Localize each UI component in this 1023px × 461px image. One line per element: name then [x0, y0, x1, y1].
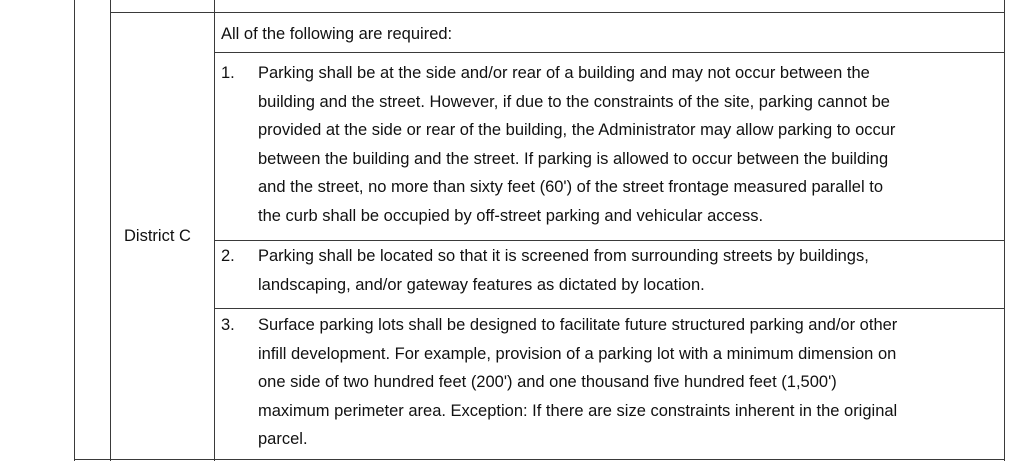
list-item-line: provided at the side or rear of the building, the Administrator may allow parking to occur [258, 121, 896, 140]
list-item-line: maximum perimeter area. Exception: If there are size constraints inherent in the original [258, 401, 898, 420]
list-item-text [258, 242, 869, 299]
list-item [221, 59, 1002, 234]
list-item [221, 311, 1002, 457]
list-item-line: Surface parking lots shall be designed to facilitate future structured parking and/or other [258, 316, 898, 334]
list-item-line: one side of two hundred feet (200') and one thousand five hundred feet (1,500') [258, 373, 837, 392]
district-label: District C [124, 227, 191, 245]
item-divider-3 [214, 308, 1005, 309]
list-item-line: landscaping, and/or gateway features as dictated by location. [258, 275, 705, 294]
list-item-text [258, 59, 895, 231]
list-item-line: building and the street. However, if due to the constraints of the site, parking cannot be [258, 92, 890, 111]
requirements-intro: All of the following are required: [221, 25, 453, 43]
list-item-line: infill development. For example, provision of a parking lot with a minimum dimension on [258, 344, 897, 363]
table-bottom-border [74, 459, 1005, 460]
table-border-right [1004, 0, 1005, 461]
list-item-number: 3. [221, 316, 235, 334]
list-item [221, 242, 1002, 304]
list-item-text [258, 311, 897, 454]
item-divider-1 [214, 52, 1005, 53]
table-border-left-inner [110, 0, 111, 461]
list-item-number: 2. [221, 247, 235, 265]
list-item-line: Parking shall be located so that it is screened from surrounding streets by buildings, [258, 247, 869, 265]
item-divider-2 [214, 240, 1005, 241]
list-item-line: between the building and the street. If parking is allowed to occur between the building [258, 149, 889, 168]
list-item-number: 1. [221, 64, 235, 82]
table-border-left-outer [74, 0, 75, 461]
list-item-line: Parking shall be at the side and/or rear of a building and may not occur between the [258, 64, 870, 82]
row-top-border [110, 12, 1005, 13]
list-item-line: and the street, no more than sixty feet (60') of the street frontage measured parallel to [258, 178, 883, 197]
table-column-divider [214, 0, 215, 461]
list-item-line: the curb shall be occupied by off-street parking and vehicular access. [258, 206, 764, 225]
list-item-line: parcel. [258, 430, 308, 449]
